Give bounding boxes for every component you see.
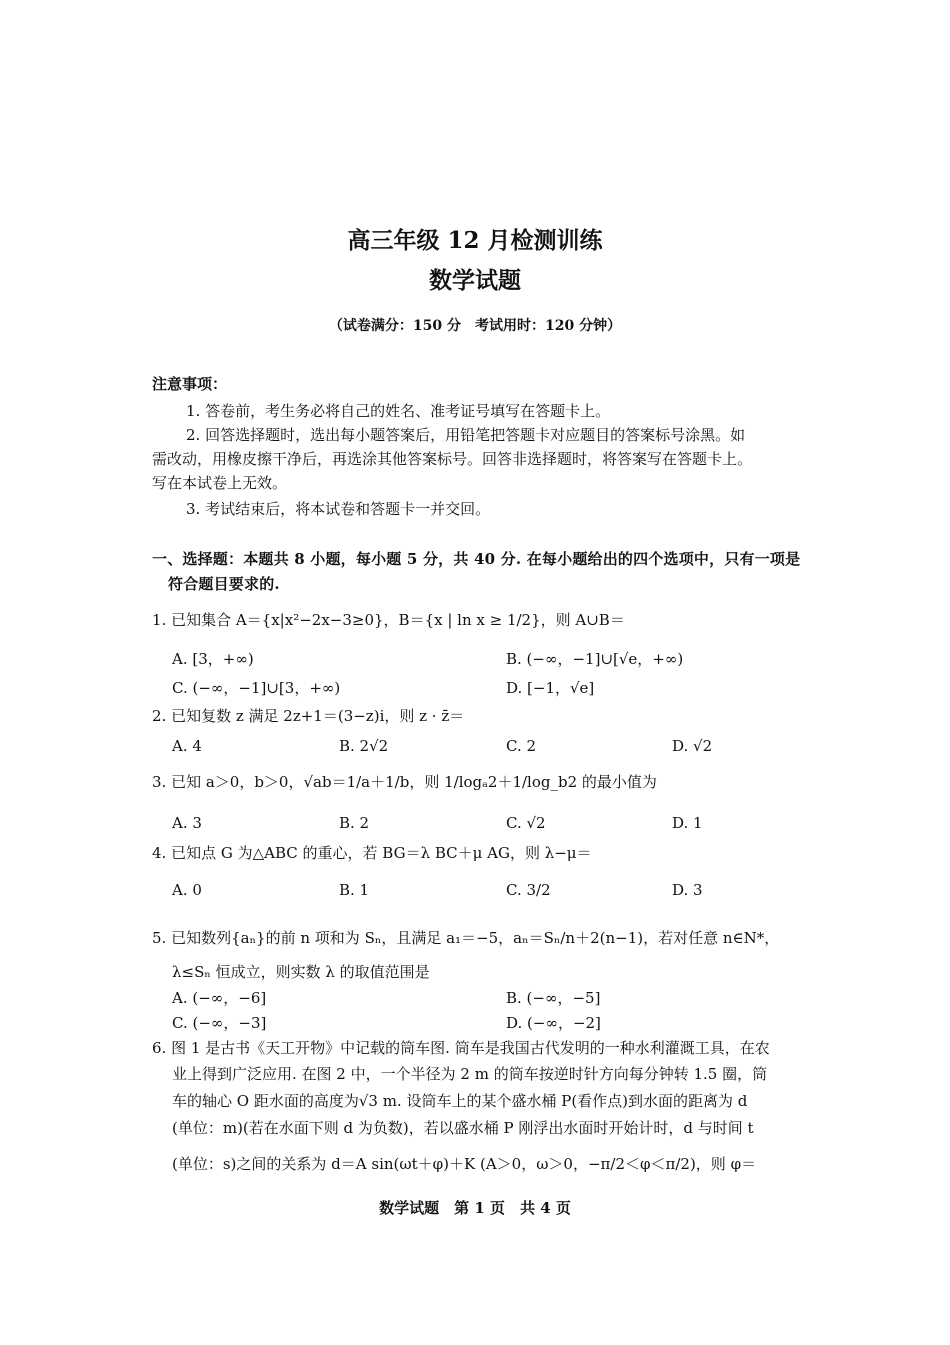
question-6-line-4: (单位：m)(若在水面下则 d 为负数)，若以盛水桶 P 刚浮出水面时开始计时，d 与时间 t <box>172 1119 754 1137</box>
exam-title: 高三年级 12 月检测训练 <box>347 227 603 254</box>
question-5-option-a: A. (−∞，−6] <box>172 989 267 1007</box>
question-3-option-a: A. 3 <box>172 814 202 832</box>
question-3-option-d: D. 1 <box>672 814 703 832</box>
question-4-option-a: A. 0 <box>172 881 202 899</box>
question-3-option-c: C. √2 <box>506 814 546 832</box>
question-1-option-b: B. (−∞，−1]∪[√e，+∞) <box>506 650 684 668</box>
question-6-line-2: 业上得到广泛应用. 在图 2 中，一个半径为 2 m 的筒车按逆时针方向每分钟转 1.5 圈，筒 <box>172 1065 768 1083</box>
question-2-stem: 2. 已知复数 z 满足 2z+1＝(3−z)i，则 z · z̄＝ <box>152 707 465 725</box>
question-4-stem: 4. 已知点 G 为△ABC 的重心，若 BG＝λ BC＋μ AG，则 λ−μ＝ <box>152 844 592 862</box>
exam-subject-title: 数学试题 <box>429 267 521 294</box>
question-3-option-b: B. 2 <box>339 814 370 832</box>
page-footer: 数学试题 第 1 页 共 4 页 <box>379 1199 571 1217</box>
question-6-line-1: 6. 图 1 是古书《天工开物》中记载的筒车图. 筒车是我国古代发明的一种水利灌溉工具，在农 <box>152 1039 770 1057</box>
question-4-option-c: C. 3/2 <box>506 881 551 899</box>
section-heading-cont: 符合题目要求的. <box>168 575 280 593</box>
question-1-option-d: D. [−1，√e] <box>506 679 595 697</box>
notice-heading: 注意事项： <box>152 375 228 393</box>
question-2-option-d: D. √2 <box>672 737 713 755</box>
question-1-option-a: A. [3，+∞) <box>172 650 254 668</box>
question-5-stem-cont: λ≤Sₙ 恒成立，则实数 λ 的取值范围是 <box>172 963 430 981</box>
question-4-option-b: B. 1 <box>339 881 370 899</box>
question-2-option-b: B. 2√2 <box>339 737 389 755</box>
question-3-stem: 3. 已知 a＞0，b＞0，√ab＝1/a＋1/b，则 1/logₐ2＋1/log_b2 的最小值为 <box>152 773 657 791</box>
question-4-option-d: D. 3 <box>672 881 703 899</box>
question-5-stem: 5. 已知数列{aₙ}的前 n 项和为 Sₙ，且满足 a₁＝−5，aₙ＝Sₙ/n＋2(n−1)，若对任意 n∈N*， <box>152 929 780 947</box>
question-6-line-3: 车的轴心 O 距水面的高度为√3 m. 设筒车上的某个盛水桶 P(看作点)到水面的距离为 d <box>172 1092 748 1110</box>
notice-item-1: 1. 答卷前，考生务必将自己的姓名、准考证号填写在答题卡上。 <box>186 402 611 420</box>
question-1-option-c: C. (−∞，−1]∪[3，+∞) <box>172 679 341 697</box>
notice-item-2: 2. 回答选择题时，选出每小题答案后，用铅笔把答题卡对应题目的答案标号涂黑。如 <box>186 426 746 444</box>
question-2-option-c: C. 2 <box>506 737 537 755</box>
question-5-option-d: D. (−∞，−2] <box>506 1014 601 1032</box>
notice-item-3: 3. 考试结束后，将本试卷和答题卡一并交回。 <box>186 500 491 518</box>
exam-info: （试卷满分：150 分 考试用时：120 分钟） <box>328 318 622 334</box>
question-2-option-a: A. 4 <box>172 737 202 755</box>
notice-item-2-cont: 需改动，用橡皮擦干净后，再选涂其他答案标号。回答非选择题时，将答案写在答题卡上。 <box>152 450 753 468</box>
section-heading: 一、选择题：本题共 8 小题，每小题 5 分，共 40 分. 在每小题给出的四个选项中，只有一项是 <box>152 550 801 568</box>
question-5-option-b: B. (−∞，−5] <box>506 989 601 1007</box>
notice-item-2-end: 写在本试卷上无效。 <box>152 474 288 492</box>
question-6-line-5: (单位：s)之间的关系为 d＝A sin(ωt＋φ)＋K (A＞0，ω＞0，−π/2＜φ＜π/2)，则 φ＝ <box>172 1155 757 1173</box>
question-5-option-c: C. (−∞，−3] <box>172 1014 267 1032</box>
question-1-stem: 1. 已知集合 A＝{x|x²−2x−3≥0}，B＝{x | ln x ≥ 1/2}，则 A∪B＝ <box>152 611 625 629</box>
